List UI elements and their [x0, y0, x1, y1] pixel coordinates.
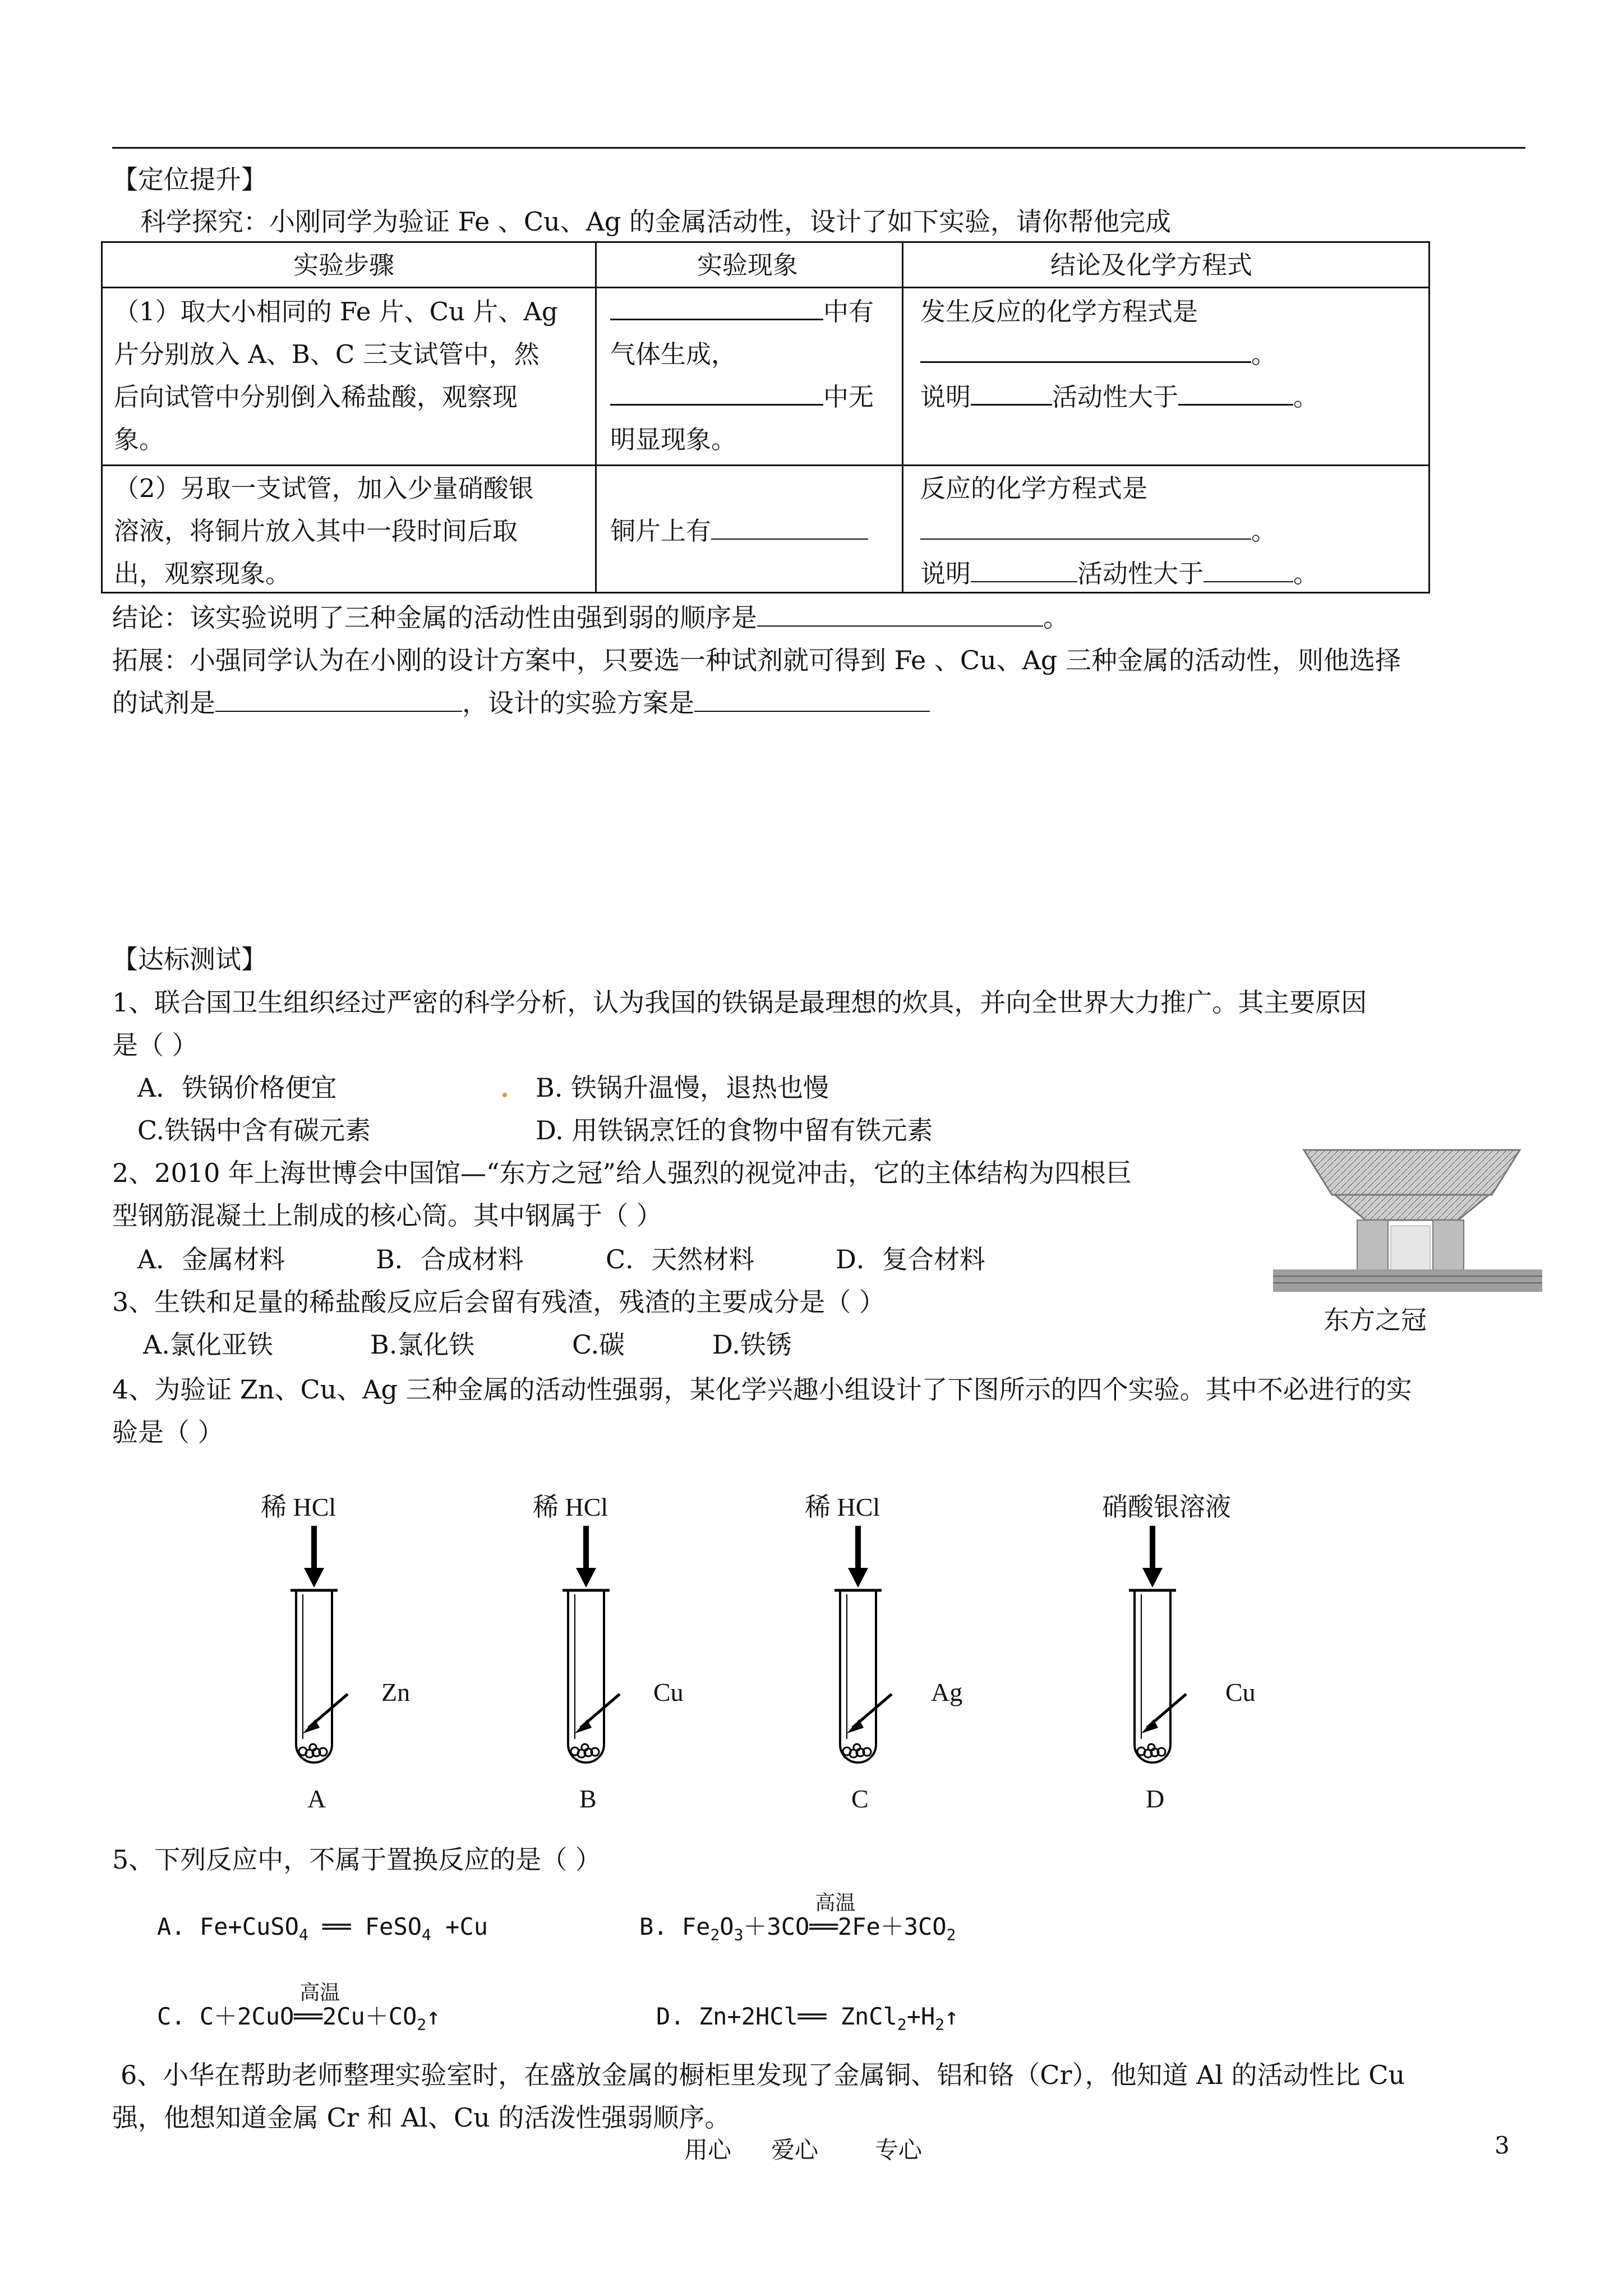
row2-observation: 铜片上有 — [610, 510, 868, 553]
row1-observation-line1: 中有 — [610, 291, 874, 333]
q2-option-a: A．金属材料 — [137, 1244, 285, 1274]
q2-option-c: C．天然材料 — [606, 1244, 755, 1274]
q2-line2: 型钢筋混凝土上制成的核心筒。其中钢属于（ ） — [112, 1200, 662, 1231]
china-pavilion-image — [1273, 1142, 1542, 1293]
row1-step-line2: 片分别放入 A、B、C 三支试管中，然 — [114, 339, 540, 369]
q6-line1: 6、小华在帮助老师整理实验室时，在盛放金属的橱柜里发现了金属铜、铝和铬（Cr），他知道 Al 的活动性比 Cu — [121, 2060, 1405, 2090]
footer-item-1: 用心 — [684, 2136, 732, 2164]
row2-step-line3: 出，观察现象。 — [114, 559, 291, 588]
tube-a-metal: Zn — [381, 1678, 411, 1706]
conclusion-line: 结论：该实验说明了三种金属的活动性由强到弱的顺序是 。 — [112, 598, 1069, 637]
section-heading-positioning: 【定位提升】 — [112, 164, 267, 195]
q5-option-a: A. Fe+CuSO$_4$ ══ FeSO$_4$ +Cu — [157, 1913, 488, 1944]
footer-item-2: 爱心 — [771, 2136, 819, 2164]
top-rule — [112, 147, 1525, 149]
q5-line: 5、下列反应中，不属于置换反应的是（ ） — [112, 1844, 601, 1875]
q3-option-d: D.铁锈 — [712, 1329, 792, 1360]
row1-step-line4: 象。 — [114, 425, 165, 454]
fill-blank[interactable] — [1204, 555, 1293, 582]
fill-blank[interactable] — [610, 292, 823, 320]
q5-option-c: C. C＋2CuO 高温 $══2Cu+CO_2↑$ — [157, 1997, 440, 2044]
row1-observation-line4: 明显现象。 — [610, 425, 737, 454]
q3-option-b: B.氯化铁 — [370, 1329, 475, 1360]
fill-blank[interactable] — [610, 377, 823, 406]
q1-option-c: C.铁锅中含有碳元素 — [137, 1115, 371, 1145]
table-header-conclusions: 结论及化学方程式 — [1050, 250, 1253, 280]
tube-a-label: A — [307, 1784, 326, 1813]
q1-option-b: B. 铁锅升温慢，退热也慢 — [536, 1073, 829, 1103]
tube-c — [819, 1526, 931, 1773]
extension-line1: 拓展：小强同学认为在小刚的设计方案中，只要选一种试剂就可得到 Fe 、Cu、Ag 三种金属的活动性，则他选择 — [112, 645, 1401, 675]
tube-d-metal: Cu — [1225, 1678, 1256, 1706]
row2-conclusion-line1: 反应的化学方程式是 — [920, 473, 1148, 503]
fill-blank[interactable] — [215, 685, 462, 712]
q5-option-b: B. $Fe_2O_3+3CO$ 高温 $══2Fe+3CO_2$ — [639, 1907, 956, 1954]
q2-line1: 2、2010 年上海世博会中国馆—“东方之冠”给人强烈的视觉冲击，它的主体结构为四根巨 — [112, 1158, 1132, 1188]
table-header-steps: 实验步骤 — [293, 250, 395, 280]
row1-observation-line2: 气体生成， — [610, 339, 737, 369]
row2-step-line1: （2）另取一支试管，加入少量硝酸银 — [114, 473, 534, 503]
stray-dot — [502, 1093, 507, 1097]
q3-option-a: A.氯化亚铁 — [143, 1329, 273, 1360]
intro-text: 科学探究：小刚同学为验证 Fe 、Cu、Ag 的金属活动性，设计了如下实验，请你帮他完成 — [140, 206, 1171, 237]
image-caption: 东方之冠 — [1324, 1305, 1427, 1335]
tube-d-reagent: 硝酸银溶液 — [1102, 1493, 1231, 1521]
q5-option-d: D. Zn+2HCl══ $ZnCl_2+H_2↑$ — [656, 2003, 959, 2034]
q2-option-b: B．合成材料 — [376, 1244, 524, 1274]
q1-option-d: D. 用铁锅烹饪的食物中留有铁元素 — [536, 1115, 933, 1145]
row2-step-line2: 溶液，将铜片放入其中一段时间后取 — [114, 516, 518, 546]
fill-blank[interactable] — [711, 513, 868, 540]
table-header-observations: 实验现象 — [697, 250, 799, 280]
q6-line2: 强，他想知道金属 Cr 和 Al、Cu 的活泼性强弱顺序。 — [112, 2102, 731, 2133]
q1-line1: 1、联合国卫生组织经过严密的科学分析，认为我国的铁锅是最理想的炊具，并向全世界大力推广。其主要原因 — [112, 987, 1367, 1018]
tube-c-label: C — [851, 1784, 869, 1813]
q2-option-d: D．复合材料 — [836, 1244, 985, 1274]
tube-b — [547, 1526, 659, 1773]
fill-blank[interactable] — [920, 513, 1251, 540]
tube-d — [1113, 1526, 1225, 1773]
fill-blank[interactable] — [920, 334, 1251, 363]
section-heading-test: 【达标测试】 — [112, 944, 267, 974]
tube-c-metal: Ag — [931, 1678, 963, 1706]
tube-a — [275, 1526, 387, 1773]
tube-b-metal: Cu — [653, 1678, 684, 1706]
experiment-table — [101, 241, 1430, 593]
row1-conclusion-line3: 说明 活动性大于 。 — [920, 376, 1318, 418]
row1-conclusion-line1: 发生反应的化学方程式是 — [920, 297, 1198, 326]
q1-line2: 是（ ） — [112, 1030, 198, 1060]
tube-d-label: D — [1146, 1784, 1165, 1813]
q3-option-c: C.碳 — [572, 1329, 625, 1360]
tube-a-reagent: 稀 HCl — [261, 1493, 336, 1521]
row1-step-line1: （1）取大小相同的 Fe 片、Cu 片、Ag — [114, 297, 558, 326]
footer-item-3: 专心 — [875, 2136, 923, 2164]
extension-line2: 的试剂是 ，设计的实验方案是 — [112, 683, 930, 723]
row1-observation-line3: 中无 — [610, 376, 874, 418]
row2-conclusion-line3: 说明 活动性大于 。 — [920, 553, 1318, 595]
row1-conclusion-line2: 。 — [920, 333, 1276, 376]
q3-line: 3、生铁和足量的稀盐酸反应后会留有残渣，残渣的主要成分是（ ） — [112, 1287, 885, 1317]
q1-option-a: A．铁锅价格便宜 — [137, 1073, 337, 1103]
fill-blank[interactable] — [694, 685, 930, 712]
q4-line2: 验是（ ） — [112, 1417, 224, 1447]
fill-blank[interactable] — [1178, 377, 1293, 406]
tube-b-reagent: 稀 HCl — [533, 1493, 608, 1521]
fill-blank[interactable] — [971, 377, 1052, 406]
fill-blank[interactable] — [971, 555, 1077, 582]
reaction-condition: 高温 — [299, 1981, 340, 2004]
row1-step-line3: 后向试管中分别倒入稀盐酸，观察现 — [114, 382, 518, 412]
page-number: 3 — [1495, 2132, 1510, 2159]
q4-line1: 4、为验证 Zn、Cu、Ag 三种金属的活动性强弱，某化学兴趣小组设计了下图所示的四个实验。其中不必进行的实 — [112, 1374, 1412, 1405]
tube-b-label: B — [579, 1784, 597, 1813]
fill-blank[interactable] — [757, 600, 1043, 627]
reaction-condition: 高温 — [815, 1892, 856, 1915]
row2-conclusion-line2: 。 — [920, 510, 1276, 553]
tube-c-reagent: 稀 HCl — [805, 1493, 880, 1521]
